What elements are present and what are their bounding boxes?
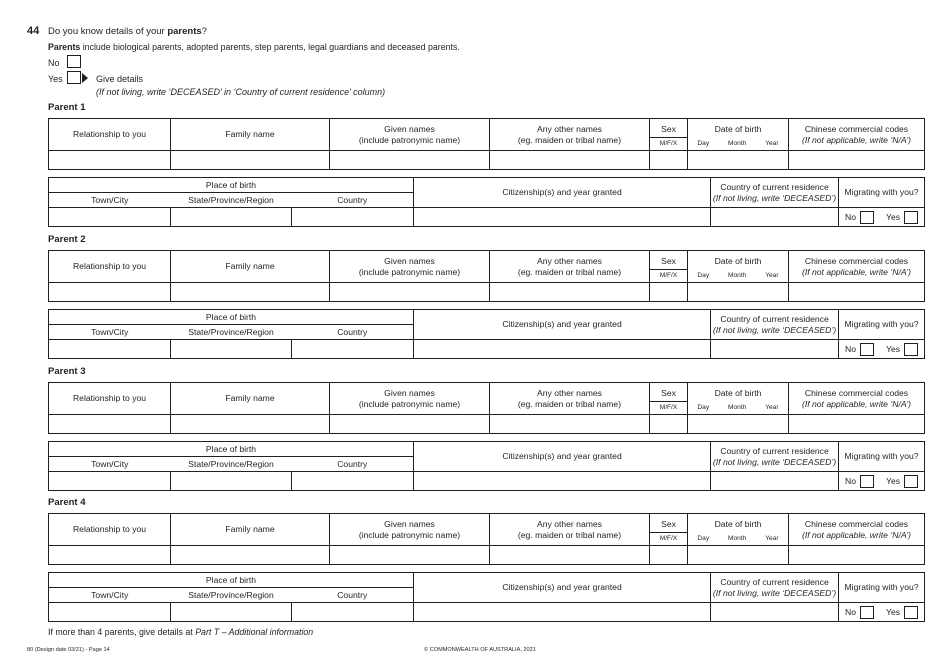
residence-input[interactable] <box>711 340 839 359</box>
other-names-input[interactable] <box>490 283 650 302</box>
town-input[interactable] <box>49 340 171 359</box>
citizenship-input[interactable] <box>414 472 711 491</box>
country-header: Country <box>292 457 414 472</box>
country-header: Country <box>292 588 414 603</box>
migrating-yes: Yes <box>886 343 918 356</box>
migrating-options <box>839 340 925 359</box>
sex-input[interactable] <box>650 283 688 302</box>
given-names-header: Given names (include patronymic name) <box>330 251 490 283</box>
sex-header: Sex M/F/X <box>650 514 688 546</box>
place-of-birth-header: Place of birth <box>49 310 414 325</box>
parent-title: Parent 4 <box>48 497 86 508</box>
dob-input[interactable] <box>688 283 789 302</box>
given-names-header: Given names (include patronymic name) <box>330 119 490 151</box>
given-names-input[interactable] <box>330 151 490 170</box>
dob-input[interactable] <box>688 546 789 565</box>
other-names-header: Any other names (eg. maiden or tribal name) <box>490 383 650 415</box>
state-header: State/Province/Region <box>171 457 292 472</box>
citizenship-header: Citizenship(s) and year granted <box>414 573 711 603</box>
other-names-header: Any other names (eg. maiden or tribal name) <box>490 514 650 546</box>
given-names-header: Given names (include patronymic name) <box>330 514 490 546</box>
migrating-yes: Yes <box>886 211 918 224</box>
migrating-header: Migrating with you? <box>839 310 925 340</box>
country-header: Country <box>292 325 414 340</box>
other-names-input[interactable] <box>490 546 650 565</box>
migrating-yes-checkbox[interactable] <box>904 211 918 224</box>
country-header: Country <box>292 193 414 208</box>
chinese-codes-header: Chinese commercial codes (If not applicable, write ‘N/A’) <box>789 119 925 151</box>
migrating-yes-checkbox[interactable] <box>904 606 918 619</box>
parent-details-table-2 <box>48 177 925 227</box>
family-name-header: Family name <box>171 383 330 415</box>
other-names-input[interactable] <box>490 151 650 170</box>
parent-details-table-2 <box>48 572 925 622</box>
town-header: Town/City <box>49 193 171 208</box>
place-of-birth-header: Place of birth <box>49 442 414 457</box>
relationship-input[interactable] <box>49 283 171 302</box>
other-names-input[interactable] <box>490 415 650 434</box>
deceased-instruction: (If not living, write ‘DECEASED’ in ‘Country of current residence’ column) <box>96 87 386 97</box>
place-of-birth-header: Place of birth <box>49 573 414 588</box>
dob-input[interactable] <box>688 151 789 170</box>
relationship-input[interactable] <box>49 546 171 565</box>
migrating-yes: Yes <box>886 475 918 488</box>
residence-header: Country of current residence (If not living, write ‘DECEASED’) <box>711 442 839 472</box>
town-header: Town/City <box>49 325 171 340</box>
parent-title: Parent 2 <box>48 234 86 245</box>
footer-copyright: © COMMONWEALTH OF AUSTRALIA, 2021 <box>424 647 536 653</box>
migrating-yes: Yes <box>886 606 918 619</box>
option-yes-label: Yes <box>48 74 63 84</box>
sex-input[interactable] <box>650 415 688 434</box>
option-no-label: No <box>48 58 60 68</box>
sex-input[interactable] <box>650 546 688 565</box>
migrating-header: Migrating with you? <box>839 442 925 472</box>
migrating-options <box>839 208 925 227</box>
give-details-label: Give details <box>96 74 144 84</box>
dob-header: Date of birth Day Month Year <box>688 383 789 415</box>
additional-parents-note: If more than 4 parents, give details at Part T – Additional information <box>48 627 314 637</box>
town-input[interactable] <box>49 208 171 227</box>
town-header: Town/City <box>49 588 171 603</box>
parent-details-table-1 <box>48 250 925 302</box>
given-names-input[interactable] <box>330 283 490 302</box>
citizenship-header: Citizenship(s) and year granted <box>414 310 711 340</box>
country-input[interactable] <box>292 472 414 491</box>
citizenship-header: Citizenship(s) and year granted <box>414 442 711 472</box>
parent-title: Parent 3 <box>48 366 86 377</box>
family-name-input[interactable] <box>171 151 330 170</box>
sex-header: Sex M/F/X <box>650 119 688 151</box>
option-no-checkbox[interactable] <box>67 55 81 68</box>
chinese-codes-header: Chinese commercial codes (If not applicable, write ‘N/A’) <box>789 514 925 546</box>
parent-details-table-1 <box>48 513 925 565</box>
family-name-header: Family name <box>171 514 330 546</box>
dob-header: Date of birth Day Month Year <box>688 514 789 546</box>
state-header: State/Province/Region <box>171 325 292 340</box>
country-input[interactable] <box>292 340 414 359</box>
migrating-no: No <box>845 475 874 488</box>
relationship-input[interactable] <box>49 151 171 170</box>
state-input[interactable] <box>171 603 292 622</box>
migrating-yes-checkbox[interactable] <box>904 343 918 356</box>
town-header: Town/City <box>49 457 171 472</box>
migrating-no-checkbox[interactable] <box>860 606 874 619</box>
chinese-codes-input[interactable] <box>789 283 925 302</box>
parent-details-table-1 <box>48 118 925 170</box>
sex-header: Sex M/F/X <box>650 251 688 283</box>
residence-header: Country of current residence (If not living, write ‘DECEASED’) <box>711 310 839 340</box>
parent-details-table-2 <box>48 441 925 491</box>
chinese-codes-input[interactable] <box>789 151 925 170</box>
migrating-header: Migrating with you? <box>839 178 925 208</box>
question-number: 44 <box>27 25 40 37</box>
other-names-header: Any other names (eg. maiden or tribal name) <box>490 119 650 151</box>
parent-details-table-1 <box>48 382 925 434</box>
dob-header: Date of birth Day Month Year <box>688 119 789 151</box>
given-names-input[interactable] <box>330 415 490 434</box>
question-text: Do you know details of your parents? <box>48 26 207 37</box>
relationship-header: Relationship to you <box>49 251 171 283</box>
relationship-input[interactable] <box>49 415 171 434</box>
dob-header: Date of birth Day Month Year <box>688 251 789 283</box>
migrating-no-checkbox[interactable] <box>860 343 874 356</box>
citizenship-header: Citizenship(s) and year granted <box>414 178 711 208</box>
parent-details-table-2 <box>48 309 925 359</box>
state-header: State/Province/Region <box>171 193 292 208</box>
chinese-codes-input[interactable] <box>789 546 925 565</box>
other-names-header: Any other names (eg. maiden or tribal name) <box>490 251 650 283</box>
state-input[interactable] <box>171 340 292 359</box>
given-names-header: Given names (include patronymic name) <box>330 383 490 415</box>
family-name-input[interactable] <box>171 546 330 565</box>
state-input[interactable] <box>171 208 292 227</box>
relationship-header: Relationship to you <box>49 119 171 151</box>
country-input[interactable] <box>292 603 414 622</box>
migrating-no: No <box>845 211 874 224</box>
residence-header: Country of current residence (If not living, write ‘DECEASED’) <box>711 178 839 208</box>
family-name-header: Family name <box>171 119 330 151</box>
migrating-no-checkbox[interactable] <box>860 475 874 488</box>
sex-header: Sex M/F/X <box>650 383 688 415</box>
relationship-header: Relationship to you <box>49 383 171 415</box>
sex-input[interactable] <box>650 151 688 170</box>
citizenship-input[interactable] <box>414 340 711 359</box>
town-input[interactable] <box>49 603 171 622</box>
option-yes-checkbox[interactable] <box>67 71 81 84</box>
dob-input[interactable] <box>688 415 789 434</box>
citizenship-input[interactable] <box>414 603 711 622</box>
footer-page-info: 80 (Design date 03/21) - Page 14 <box>27 647 110 653</box>
state-header: State/Province/Region <box>171 588 292 603</box>
parents-definition-note: Parents include biological parents, adopted parents, step parents, legal guardians and deceased parents. <box>48 42 460 52</box>
chinese-codes-header: Chinese commercial codes (If not applicable, write ‘N/A’) <box>789 251 925 283</box>
migrating-no: No <box>845 343 874 356</box>
migrating-no-checkbox[interactable] <box>860 211 874 224</box>
parent-title: Parent 1 <box>48 102 86 113</box>
residence-input[interactable] <box>711 603 839 622</box>
migrating-options <box>839 472 925 491</box>
chinese-codes-input[interactable] <box>789 415 925 434</box>
family-name-input[interactable] <box>171 415 330 434</box>
arrow-right-icon <box>82 73 88 83</box>
migrating-yes-checkbox[interactable] <box>904 475 918 488</box>
citizenship-input[interactable] <box>414 208 711 227</box>
country-input[interactable] <box>292 208 414 227</box>
residence-input[interactable] <box>711 472 839 491</box>
place-of-birth-header: Place of birth <box>49 178 414 193</box>
given-names-input[interactable] <box>330 546 490 565</box>
family-name-header: Family name <box>171 251 330 283</box>
migrating-header: Migrating with you? <box>839 573 925 603</box>
migrating-no: No <box>845 606 874 619</box>
state-input[interactable] <box>171 472 292 491</box>
residence-header: Country of current residence (If not living, write ‘DECEASED’) <box>711 573 839 603</box>
residence-input[interactable] <box>711 208 839 227</box>
relationship-header: Relationship to you <box>49 514 171 546</box>
migrating-options <box>839 603 925 622</box>
family-name-input[interactable] <box>171 283 330 302</box>
chinese-codes-header: Chinese commercial codes (If not applicable, write ‘N/A’) <box>789 383 925 415</box>
town-input[interactable] <box>49 472 171 491</box>
